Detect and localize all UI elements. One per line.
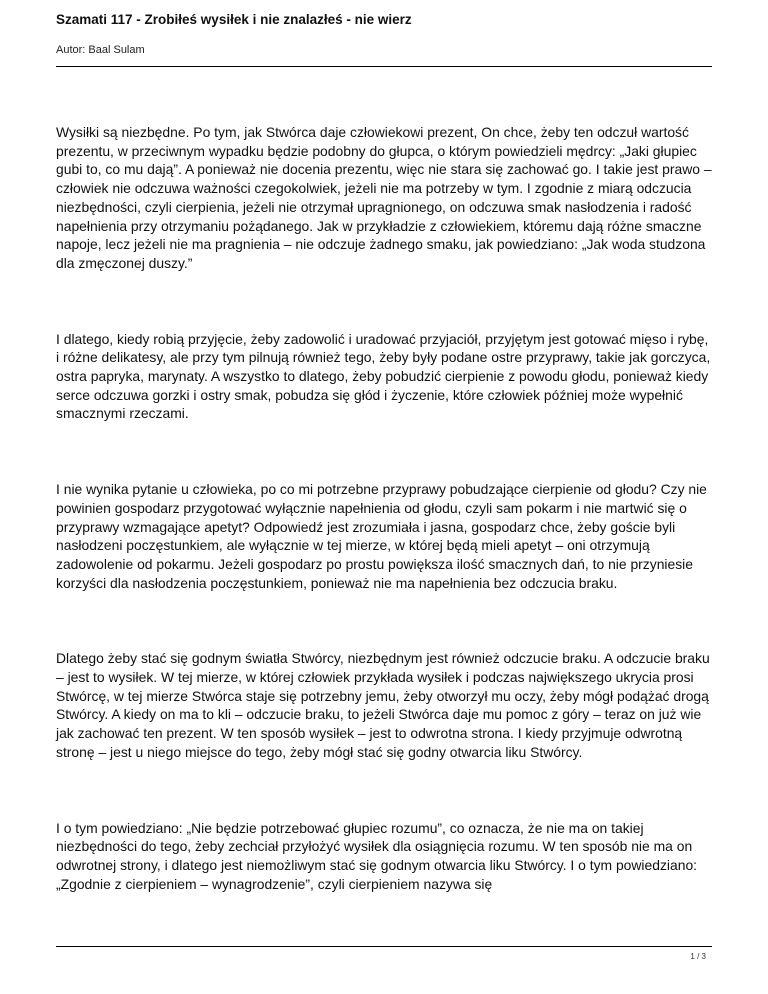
- document-body: [56, 123, 712, 950]
- header-divider: [56, 66, 712, 67]
- paragraph: Wysiłki są niezbędne. Po tym, jak Stwórca daje człowiekowi prezent, On chce, żeby ten odczuł wartość prezentu, w przeciwnym wypadku będzie podobny do głupca, o którym powiedzieli mędrcy: „Jaki głupiec gubi to, co mu dają”. A ponieważ nie docenia prezentu, więc nie stara się zachować go. I takie jest prawo – człowiek nie odczuwa ważności czegokolwiek, jeżeli nie ma potrzeby w tym. I zgodnie z miarą odczucia niezbędności, czyli cierpienia, jeżeli nie otrzymał upragnionego, on odczuwa smak nasłodzenia i radość napełnienia przy otrzymaniu pożądanego. Jak w przykładzie z człowiekiem, któremu dają różne smaczne napoje, lecz jeżeli nie ma pragnienia – nie odczuje żadnego smaku, jak powiedziano: „Jak woda studzona dla zmęczonej duszy.”: [56, 124, 712, 271]
- paragraph: I nie wynika pytanie u człowieka, po co mi potrzebne przyprawy pobudzające cierpienie od głodu? Czy nie powinien gospodarz przygotować wyłącznie napełnienia od głodu, czyli sam pokarm i nie martwić się o przyprawy wzmagające apetyt? Odpowiedź jest zrozumiała i jasna, gospodarz chce, żeby goście byli nasłodzeni poczęstunkiem, ale wyłącznie w tej mierze, w której będą mieli apetyt – oni otrzymują zadowolenie od pokarmu. Jeżeli gospodarz po prostu powiększa ilość smacznych dań, to nie przyniesie korzyści dla nasłodzenia poczęstunkiem, ponieważ nie ma napełnienia bez odczucia braku.: [56, 481, 707, 591]
- paragraph: I o tym powiedziano: „Nie będzie potrzebować głupiec rozumu”, co oznacza, że nie ma on takiej niezbędności do tego, żeby zechciał przyłożyć wysiłek dla osiągnięcia rozumu. W ten sposób nie ma on odwrotnej strony, i dlatego jest niemożliwym stać się godnym otwarcia liku Stwórcy. I o tym powiedziano: „Zgodnie z cierpieniem – wynagrodzenie”, czyli cierpieniem nazywa się: [56, 819, 698, 892]
- document-title: Szamati 117 - Zrobiłeś wysiłek i nie znalazłeś - nie wierz: [56, 12, 412, 27]
- paragraph: I dlatego, kiedy robią przyjęcie, żeby zadowolić i uradować przyjaciół, przyjętym jest gotować mięso i rybę, i różne delikatesy, ale przy tym pilnują również tego, żeby były podane ostre przyprawy, takie jak gorczyca, ostra papryka, marynaty. A wszystko to dlatego, żeby pobudzić cierpienie z powodu głodu, ponieważ kiedy serce odczuwa gorzki i ostry smak, pobudza się głód i życzenie, które człowiek później może wypełnić smacznymi rzeczami.: [56, 330, 711, 422]
- paragraph: Dlatego żeby stać się godnym światła Stwórcy, niezbędnym jest również odczucie braku. A odczucie braku – jest to wysiłek. W tej mierze, w której człowiek przykłada wysiłek i podczas największego ukrycia prosi Stwórcę, w tej mierze Stwórca staje się potrzebny jemu, żeby otworzył mu oczy, żeby mógł podążać drogą Stwórcy. A kiedy on ma to kli – odczucie braku, to jeżeli Stwórca daje mu pomoc z góry – teraz on już wie jak zachować ten prezent. W ten sposób wysiłek – jest to odwrotna strona. I kiedy przyjmuje odwrotną stronę – jest u niego miejsce do tego, żeby mógł stać się godny otwarcia liku Stwórcy.: [56, 650, 710, 760]
- page-number: 1 / 3: [690, 952, 706, 961]
- document-author: Autor: Baal Sulam: [56, 44, 145, 56]
- footer-divider: [56, 946, 712, 947]
